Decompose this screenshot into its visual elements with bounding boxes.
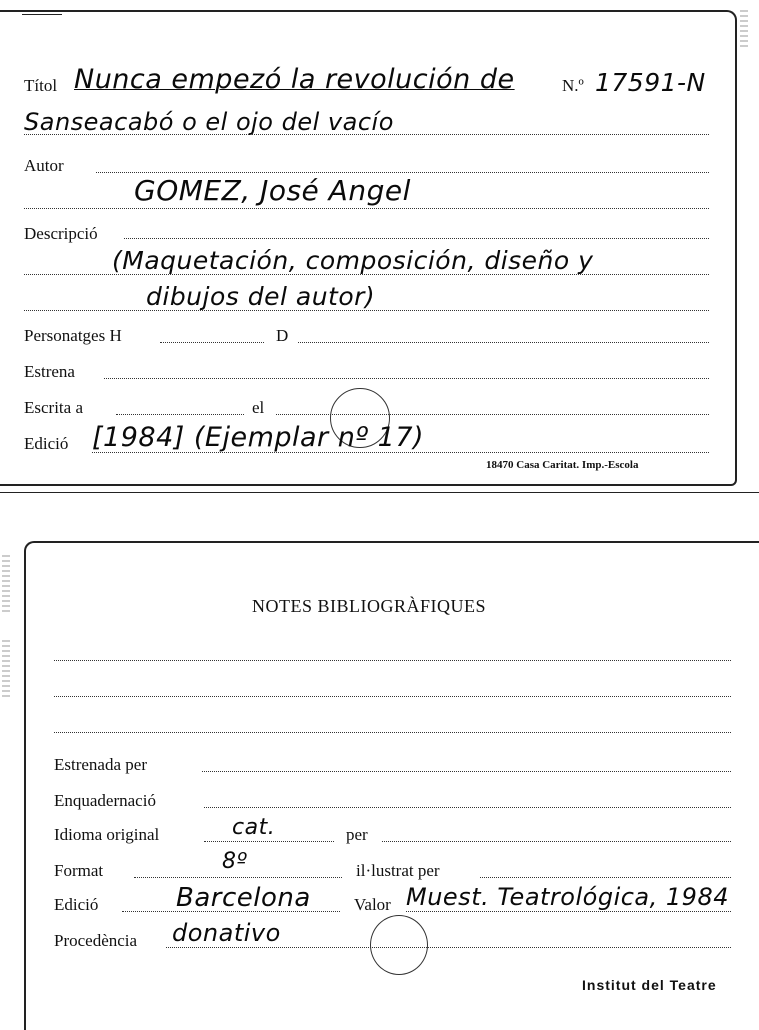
label-format: Format [54,861,104,880]
label-personatges: Personatges H [24,326,122,345]
handwritten-idioma: cat. [232,815,276,840]
label-idioma: Idioma original [54,825,160,844]
catalog-card-back [24,541,759,1030]
format-rule [134,877,342,878]
handwritten-edicio-2: Barcelona [176,883,311,913]
printer-imprint: 18470 Casa Caritat. Imp.-Escola [486,459,639,471]
descripcio-rule-1 [124,238,709,239]
label-enquadernacio: Enquadernació [54,791,156,810]
label-el: el [252,398,265,417]
label-illustrat: il·lustrat per [356,861,440,880]
edicio-2-rule [122,911,340,912]
label-valor: Valor [354,895,391,914]
personatges-h-rule [160,342,264,343]
notes-rule-2 [54,696,731,697]
label-escrita: Escrita a [24,398,83,417]
label-numero: N.º [562,76,584,95]
escrita-rule [116,414,244,415]
handwritten-edicio: [1984] (Ejemplar nº 17) [92,422,425,453]
handwritten-title-line2: Sanseacabó o el ojo del vacío [24,108,394,136]
autor-rule [96,172,709,173]
edicio-rule [92,452,709,453]
idioma-rule [204,841,334,842]
handwritten-title-line1: Nunca empezó la revolución de [74,64,515,95]
autor-rule-2 [24,208,709,209]
descripcio-rule-3 [24,310,709,311]
label-descripcio: Descripció [24,224,98,243]
card-separator [0,492,759,493]
label-estrenada: Estrenada per [54,755,147,774]
label-edicio-2: Edició [54,895,99,914]
illustrat-rule [480,877,731,878]
label-per: per [346,825,368,844]
punch-hole-2 [370,915,428,975]
handwritten-format: 8º [222,849,248,874]
handwritten-valor: Muest. Teatrológica, 1984 [406,883,729,911]
notes-rule-1 [54,660,731,661]
catalog-card-front [0,10,737,486]
valor-rule [406,911,731,912]
handwritten-descripcio-line2: dibujos del autor) [146,282,376,311]
handwritten-numero: 17591-N [595,68,706,97]
title-line2-rule [24,134,709,135]
card-heading: NOTES BIBLIOGRÀFIQUES [252,596,487,616]
estrenada-rule [202,771,731,772]
notes-rule-3 [54,732,731,733]
scan-speckle [2,640,10,700]
estrena-rule [104,378,709,379]
label-titol: Títol [24,76,58,95]
procedencia-rule [166,947,731,948]
label-estrena: Estrena [24,362,75,381]
label-procedencia: Procedència [54,931,138,950]
handwritten-procedencia: donativo [172,919,281,947]
descripcio-rule-2 [24,274,709,275]
handwritten-autor: GOMEZ, José Angel [134,174,411,207]
label-autor: Autor [24,156,64,175]
personatges-d-rule [298,342,709,343]
enquadernacio-rule [204,807,731,808]
label-personatges-d: D [276,326,289,345]
per-rule [382,841,731,842]
handwritten-descripcio-line1: (Maquetación, composición, diseño y [112,246,594,275]
institution-imprint: Institut del Teatre [582,977,717,993]
scan-speckle [2,555,10,615]
label-edicio: Edició [24,434,69,453]
scan-speckle [740,10,748,50]
